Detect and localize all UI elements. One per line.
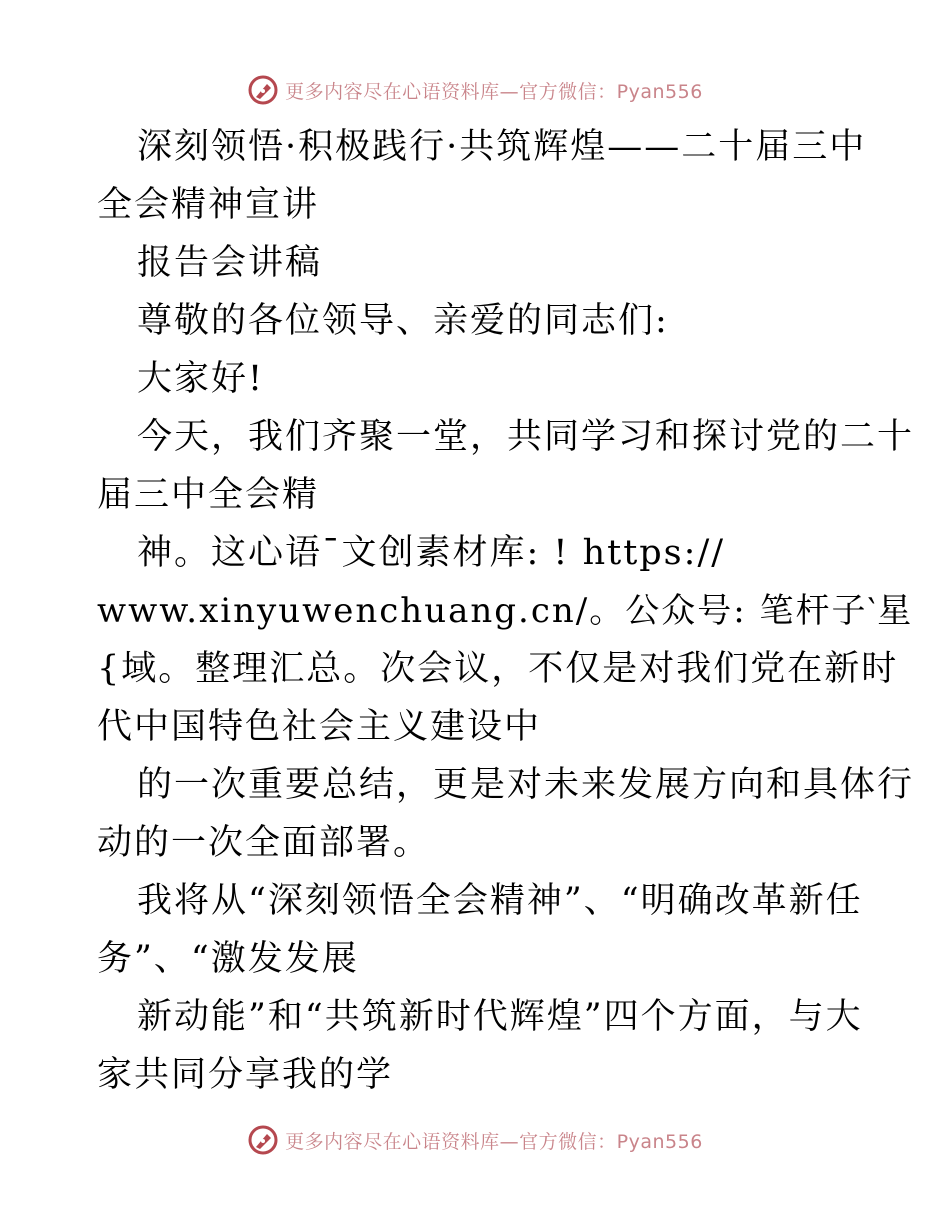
paragraph-line: 代中国特色社会主义建设中 [97,707,542,747]
watermark-text: 更多内容尽在心语资料库—官方微信：Pyan556 [285,80,703,103]
paragraph-line: {域。整理汇总。次会议，不仅是对我们党在新时 [97,649,899,689]
title-line-2: 全会精神宣讲 [97,185,320,225]
pen-nib-circle-icon [247,74,279,106]
paragraph-line: 家共同分享我的学 [97,1055,394,1095]
greeting-line: 大家好! [137,359,265,399]
paragraph-line: 的一次重要总结，更是对未来发展方向和具体行 [137,765,915,805]
paragraph-line: 动的一次全面部署。 [97,823,431,863]
header-watermark-banner [0,70,950,110]
title-line-1: 深刻领悟·积极践行·共筑辉煌——二十届三中 [137,127,867,167]
pen-nib-circle-icon [247,1124,279,1156]
paragraph-line: 我将从“深刻领悟全会精神”、“明确改革新任 [137,881,863,921]
paragraph-line: 今天，我们齐聚一堂，共同学习和探讨党的二十 [137,417,915,457]
paragraph-line: 务”、“激发发展 [97,939,359,979]
watermark-text: 更多内容尽在心语资料库—官方微信：Pyan556 [285,1130,703,1153]
paragraph-line: www.xinyuwenchuang.cn/。公众号: 笔杆子‵星 [97,591,914,631]
paragraph-line: 神。这心语¯文创素材库: ! https:// [137,533,726,573]
document-body [97,118,915,1104]
salutation-line: 尊敬的各位领导、亲爱的同志们: [137,301,669,341]
paragraph-line: 新动能”和“共筑新时代辉煌”四个方面，与大 [137,997,863,1037]
paragraph-line: 届三中全会精 [97,475,320,515]
footer-watermark-banner [0,1120,950,1160]
subtitle-line: 报告会讲稿 [137,243,323,283]
